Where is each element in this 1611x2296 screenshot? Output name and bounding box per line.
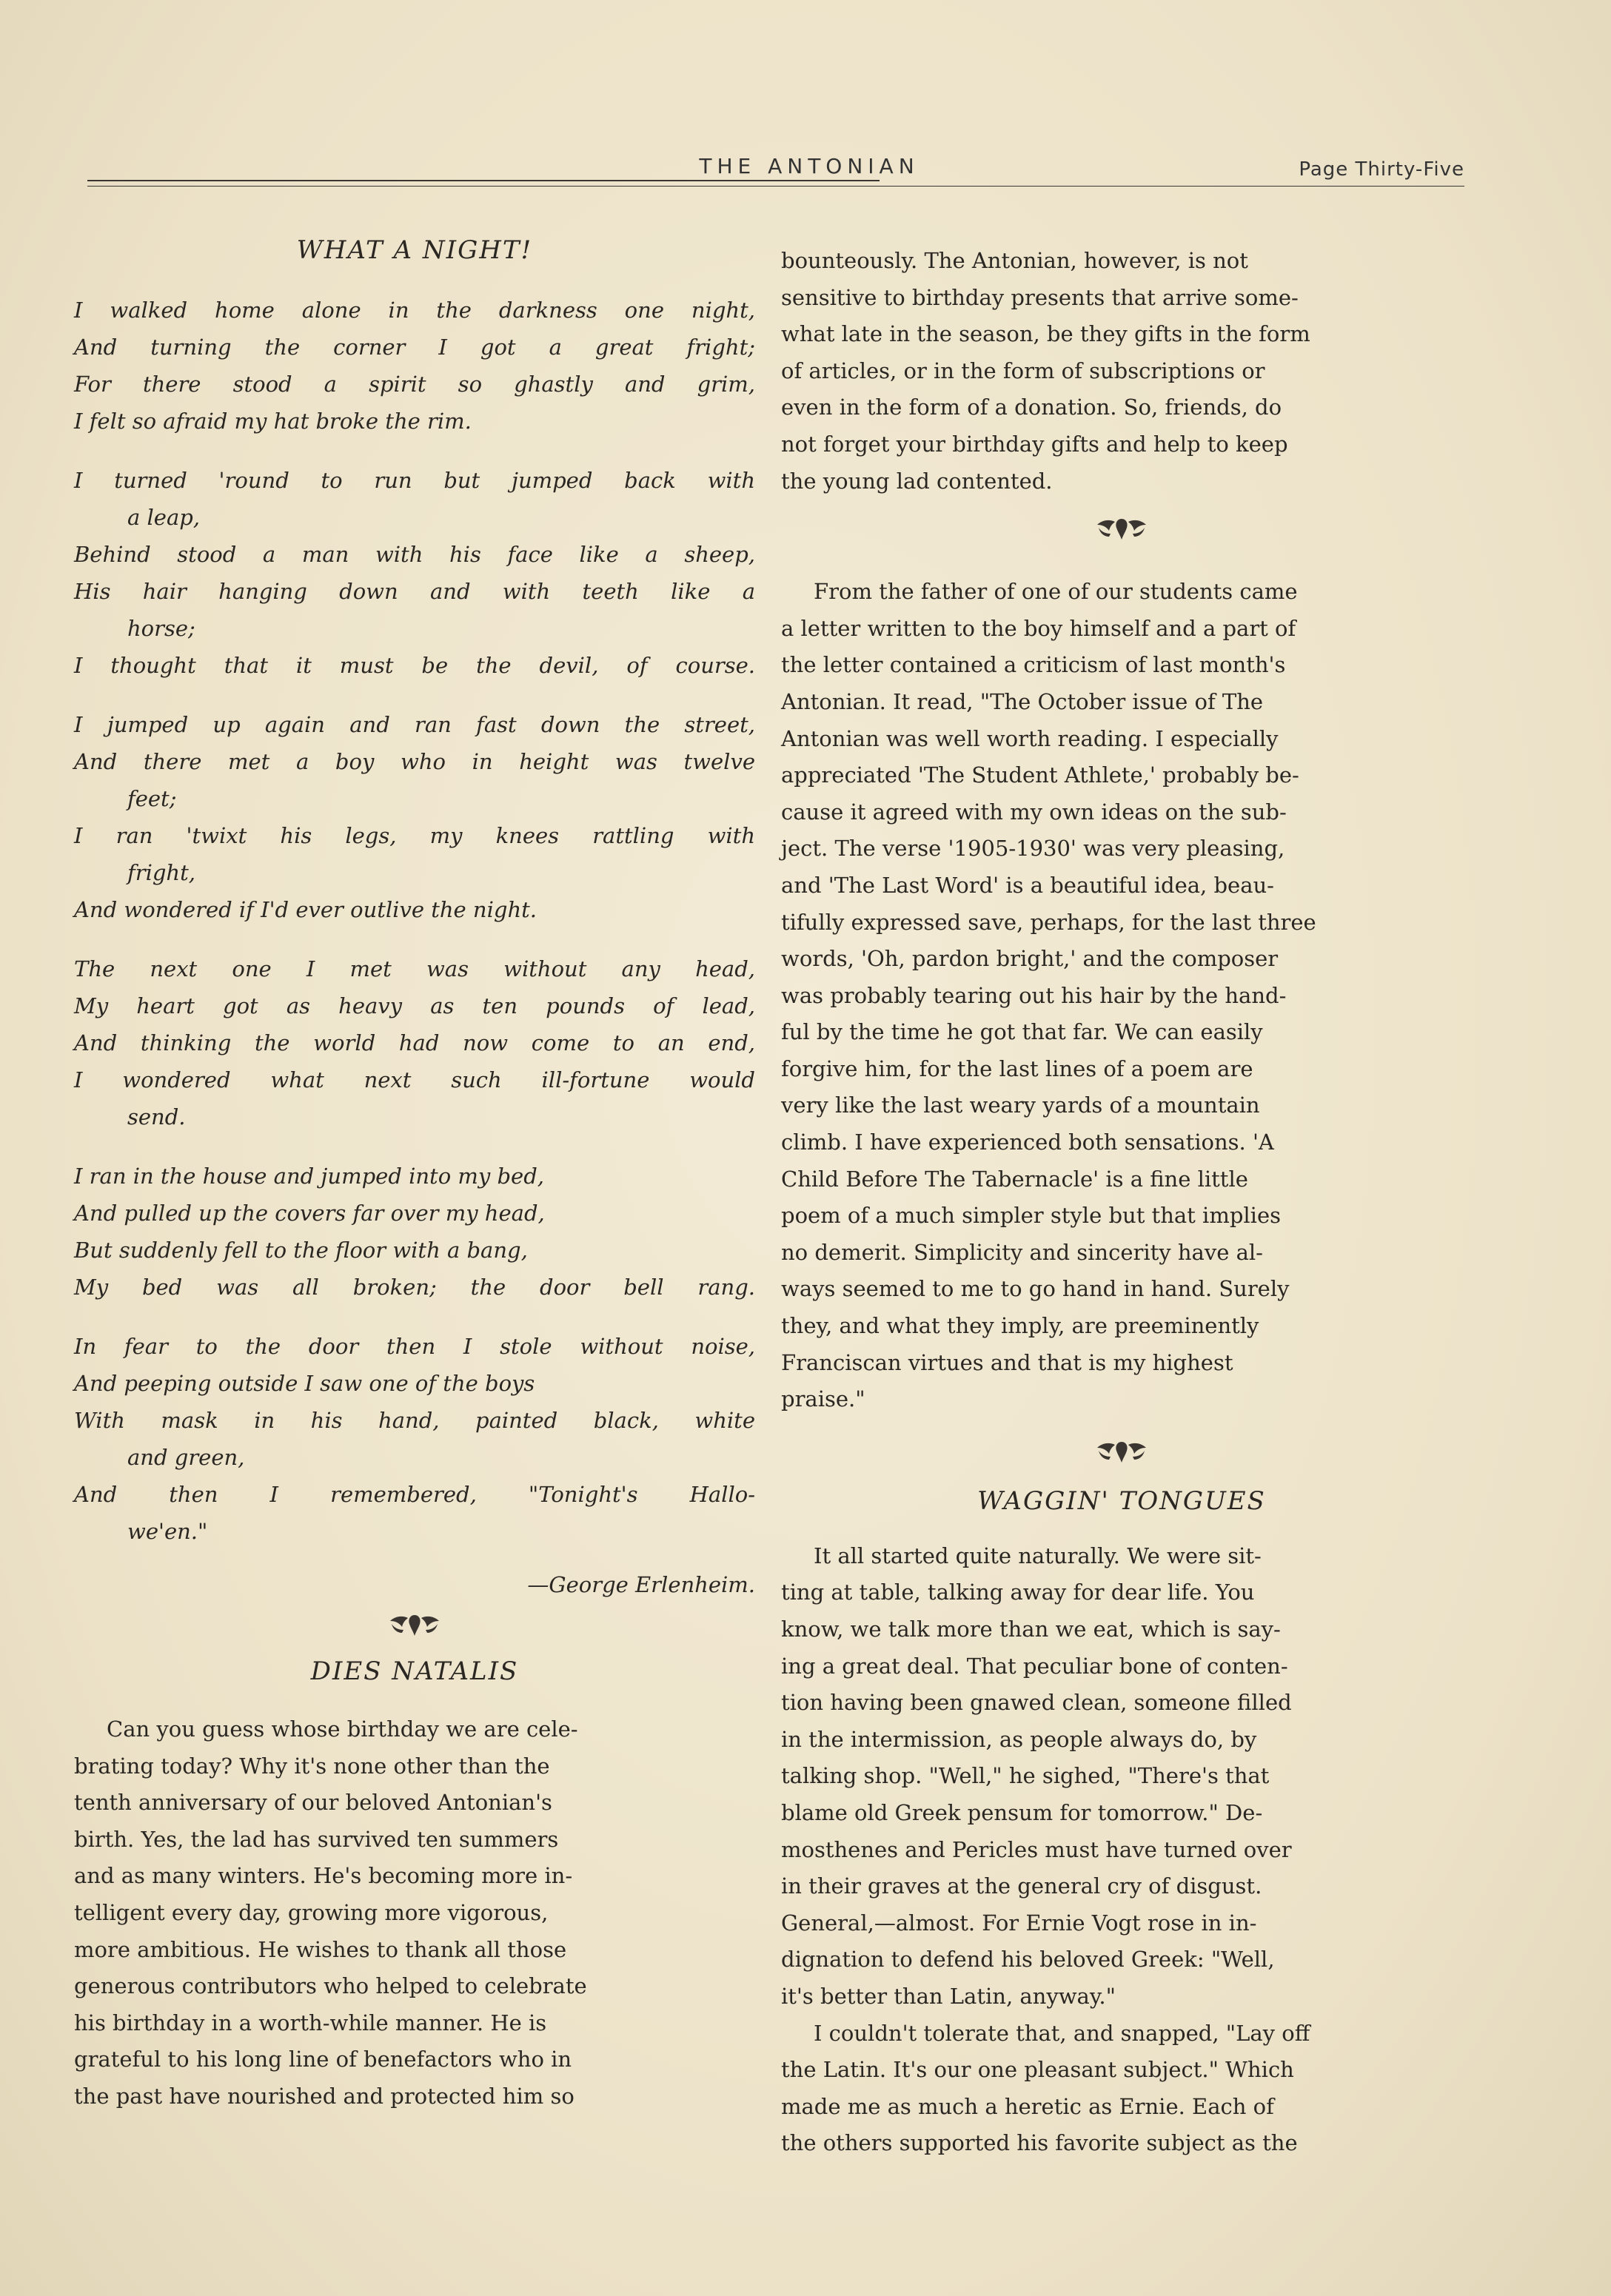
letter-line: praise."	[781, 1386, 865, 1412]
poem-line: I ran in the house and jumped into my bed,	[74, 1164, 544, 1189]
poem-author: —George Erlenheim.	[527, 1572, 755, 1597]
letter-line: ject. The verse '1905-1930' was very pleasing,	[781, 836, 1285, 862]
waggin-line: in their graves at the general cry of disgust.	[781, 1873, 1262, 1899]
poem-line: The next one I met was without any head,	[74, 956, 755, 981]
waggin-line: General,—almost. For Ernie Vogt rose in in-	[781, 1910, 1257, 1936]
dies-natalis-continuation	[781, 243, 1462, 500]
letter-line: Franciscan virtues and that is my highest	[781, 1349, 1233, 1375]
letter-line: climb. I have experienced both sensations. 'A	[781, 1129, 1274, 1155]
poem-line: we'en."	[127, 1519, 208, 1544]
waggin-line: know, we talk more than we eat, which is say-	[781, 1617, 1281, 1642]
letter-line: From the father of one of our students came	[814, 579, 1298, 605]
ornament-divider-icon	[384, 1611, 445, 1640]
waggin-line: in the intermission, as people always do, by	[781, 1726, 1257, 1752]
waggin-line: mosthenes and Pericles must have turned over	[781, 1836, 1292, 1862]
dies-natalis-body	[74, 1711, 755, 2115]
dies-natalis-line: birth. Yes, the lad has survived ten summers	[74, 1826, 559, 1852]
letter-line: the letter contained a criticism of last month's	[781, 652, 1286, 678]
poem-line: My heart got as heavy as ten pounds of lead,	[74, 993, 755, 1018]
letter-line: appreciated 'The Student Athlete,' probably be-	[781, 762, 1299, 788]
poem-line: a leap,	[127, 505, 201, 530]
ornament-divider-icon	[1091, 1437, 1152, 1467]
dies-natalis-line: tenth anniversary of our beloved Antonian's	[74, 1790, 552, 1816]
dies-natalis-line: and as many winters. He's becoming more in-	[74, 1863, 573, 1889]
letter-line: no demerit. Simplicity and sincerity have al-	[781, 1239, 1263, 1265]
poem-line: For there stood a spirit so ghastly and grim,	[74, 372, 755, 397]
running-head: THE ANTONIAN	[699, 154, 920, 178]
waggin-line: the others supported his favorite subject as the	[781, 2130, 1298, 2156]
dies-natalis-line: telligent every day, growing more vigorous,	[74, 1899, 549, 1925]
waggin-line: dignation to defend his beloved Greek: "Well,	[781, 1947, 1275, 1973]
letter-line: Antonian was well worth reading. I especially	[781, 725, 1279, 751]
waggin-line: ing a great deal. That peculiar bone of conten-	[781, 1653, 1288, 1679]
waggin-line: blame old Greek pensum for tomorrow." De-	[781, 1799, 1263, 1825]
poem-line: I ran 'twixt his legs, my knees rattling with	[74, 823, 755, 848]
waggin-line: tion having been gnawed clean, someone filled	[781, 1690, 1292, 1716]
section-title-waggin-tongues: WAGGIN' TONGUES	[977, 1486, 1266, 1516]
header-rule-lower	[87, 186, 1464, 187]
letter-line: they, and what they imply, are preeminently	[781, 1313, 1259, 1339]
poem-line: And pulled up the covers far over my head,	[74, 1201, 545, 1226]
dies-natalis-line: the past have nourished and protected him so	[74, 2083, 575, 2109]
poem-line: His hair hanging down and with teeth like a	[74, 579, 755, 604]
letter-line: Child Before The Tabernacle' is a fine little	[781, 1166, 1248, 1192]
poem-line: Behind stood a man with his face like a sheep,	[74, 542, 755, 567]
poem-stanza-5	[74, 1158, 755, 1306]
poem-line: fright,	[127, 860, 195, 885]
dies-natalis-line: more ambitious. He wishes to thank all those	[74, 1936, 567, 1962]
dies-natalis-line: his birthday in a worth-while manner. He is	[74, 2010, 547, 2035]
letter-line: poem of a much simpler style but that implies	[781, 1203, 1281, 1229]
letter-line: cause it agreed with my own ideas on the sub-	[781, 799, 1287, 825]
waggin-line: I couldn't tolerate that, and snapped, "Lay off	[814, 2020, 1310, 2046]
letter-line: very like the last weary yards of a mountain	[781, 1092, 1260, 1118]
waggin-line: made me as much a heretic as Ernie. Each of	[781, 2093, 1274, 2119]
poem-line: And then I remembered, "Tonight's Hallo-	[74, 1482, 755, 1507]
poem-line: I walked home alone in the darkness one night,	[74, 298, 755, 323]
waggin-line: the Latin. It's our one pleasant subject." Which	[781, 2057, 1294, 2083]
left-column	[74, 207, 755, 2115]
poem-stanza-4	[74, 950, 755, 1135]
dies-natalis-line: not forget your birthday gifts and help to keep	[781, 431, 1288, 457]
letter-line: was probably tearing out his hair by the hand-	[781, 982, 1287, 1008]
poem-line: I thought that it must be the devil, of course.	[74, 653, 755, 678]
waggin-line: it's better than Latin, anyway."	[781, 1983, 1116, 2009]
dies-natalis-line: brating today? Why it's none other than the	[74, 1753, 550, 1779]
poem-line: With mask in his hand, painted black, white	[74, 1408, 755, 1433]
letter-line: and 'The Last Word' is a beautiful idea, beau-	[781, 872, 1274, 898]
poem-stanza-1	[74, 292, 755, 440]
poem-line: In fear to the door then I stole without noise,	[74, 1334, 755, 1359]
right-column	[781, 243, 1462, 2162]
letter-line: words, 'Oh, pardon bright,' and the composer	[781, 946, 1279, 972]
dies-natalis-line: sensitive to birthday presents that arrive some-	[781, 284, 1299, 310]
page-number: Page Thirty-Five	[1299, 158, 1464, 181]
poem-stanza-6	[74, 1328, 755, 1550]
letter-line: tifully expressed save, perhaps, for the last three	[781, 909, 1316, 935]
poem-line: And wondered if I'd ever outlive the night.	[74, 897, 537, 922]
dies-natalis-line: the young lad contented.	[781, 468, 1053, 494]
letter-line: forgive him, for the last lines of a poem are	[781, 1055, 1253, 1081]
ornament-divider-icon	[1091, 514, 1152, 544]
letter-body	[781, 574, 1462, 1418]
dies-natalis-line: even in the form of a donation. So, friends, do	[781, 395, 1282, 420]
poem-stanza-2	[74, 462, 755, 684]
waggin-tongues-body	[781, 1538, 1462, 2162]
poem-line: send.	[127, 1104, 186, 1129]
poem-line: horse;	[127, 616, 195, 641]
poem-line: And peeping outside I saw one of the boys	[74, 1371, 535, 1396]
header-rule-upper	[87, 180, 880, 181]
poem-line: And thinking the world had now come to an end,	[74, 1030, 755, 1055]
poem-stanza-3	[74, 706, 755, 928]
section-title-dies-natalis: DIES NATALIS	[310, 1656, 519, 1686]
waggin-line: ting at table, talking away for dear life. You	[781, 1580, 1255, 1605]
poem-line: And there met a boy who in height was twelve	[74, 749, 755, 774]
poem-line: And turning the corner I got a great fright;	[74, 335, 755, 360]
dies-natalis-line: generous contributors who helped to celebrate	[74, 1973, 587, 1999]
letter-line: a letter written to the boy himself and a part of	[781, 615, 1296, 641]
waggin-line: It all started quite naturally. We were sit-	[814, 1543, 1262, 1568]
dies-natalis-line: what late in the season, be they gifts in the form	[781, 321, 1310, 347]
poem-line: I wondered what next such ill-fortune would	[74, 1067, 755, 1092]
poem-title: WHAT A NIGHT!	[296, 235, 533, 265]
page-header	[87, 154, 1464, 187]
poem-line: feet;	[127, 786, 177, 811]
letter-line: ways seemed to me to go hand in hand. Surely	[781, 1276, 1290, 1302]
poem-line: But suddenly fell to the floor with a bang,	[74, 1238, 528, 1263]
poem-line: I turned 'round to run but jumped back with	[74, 468, 755, 493]
dies-natalis-line: Can you guess whose birthday we are cele-	[107, 1716, 578, 1742]
poem-line: I jumped up again and ran fast down the street,	[74, 712, 755, 737]
letter-line: Antonian. It read, "The October issue of The	[781, 688, 1264, 714]
poem-line: and green,	[127, 1445, 245, 1470]
dies-natalis-line: bounteously. The Antonian, however, is not	[781, 248, 1248, 273]
poem-line: I felt so afraid my hat broke the rim.	[74, 409, 472, 434]
letter-line: ful by the time he got that far. We can easily	[781, 1019, 1263, 1045]
dies-natalis-line: grateful to his long line of benefactors who in	[74, 2047, 572, 2072]
waggin-line: talking shop. "Well," he sighed, "There's that	[781, 1763, 1270, 1789]
dies-natalis-line: of articles, or in the form of subscriptions or	[781, 358, 1265, 383]
poem-line: My bed was all broken; the door bell rang.	[74, 1275, 755, 1300]
